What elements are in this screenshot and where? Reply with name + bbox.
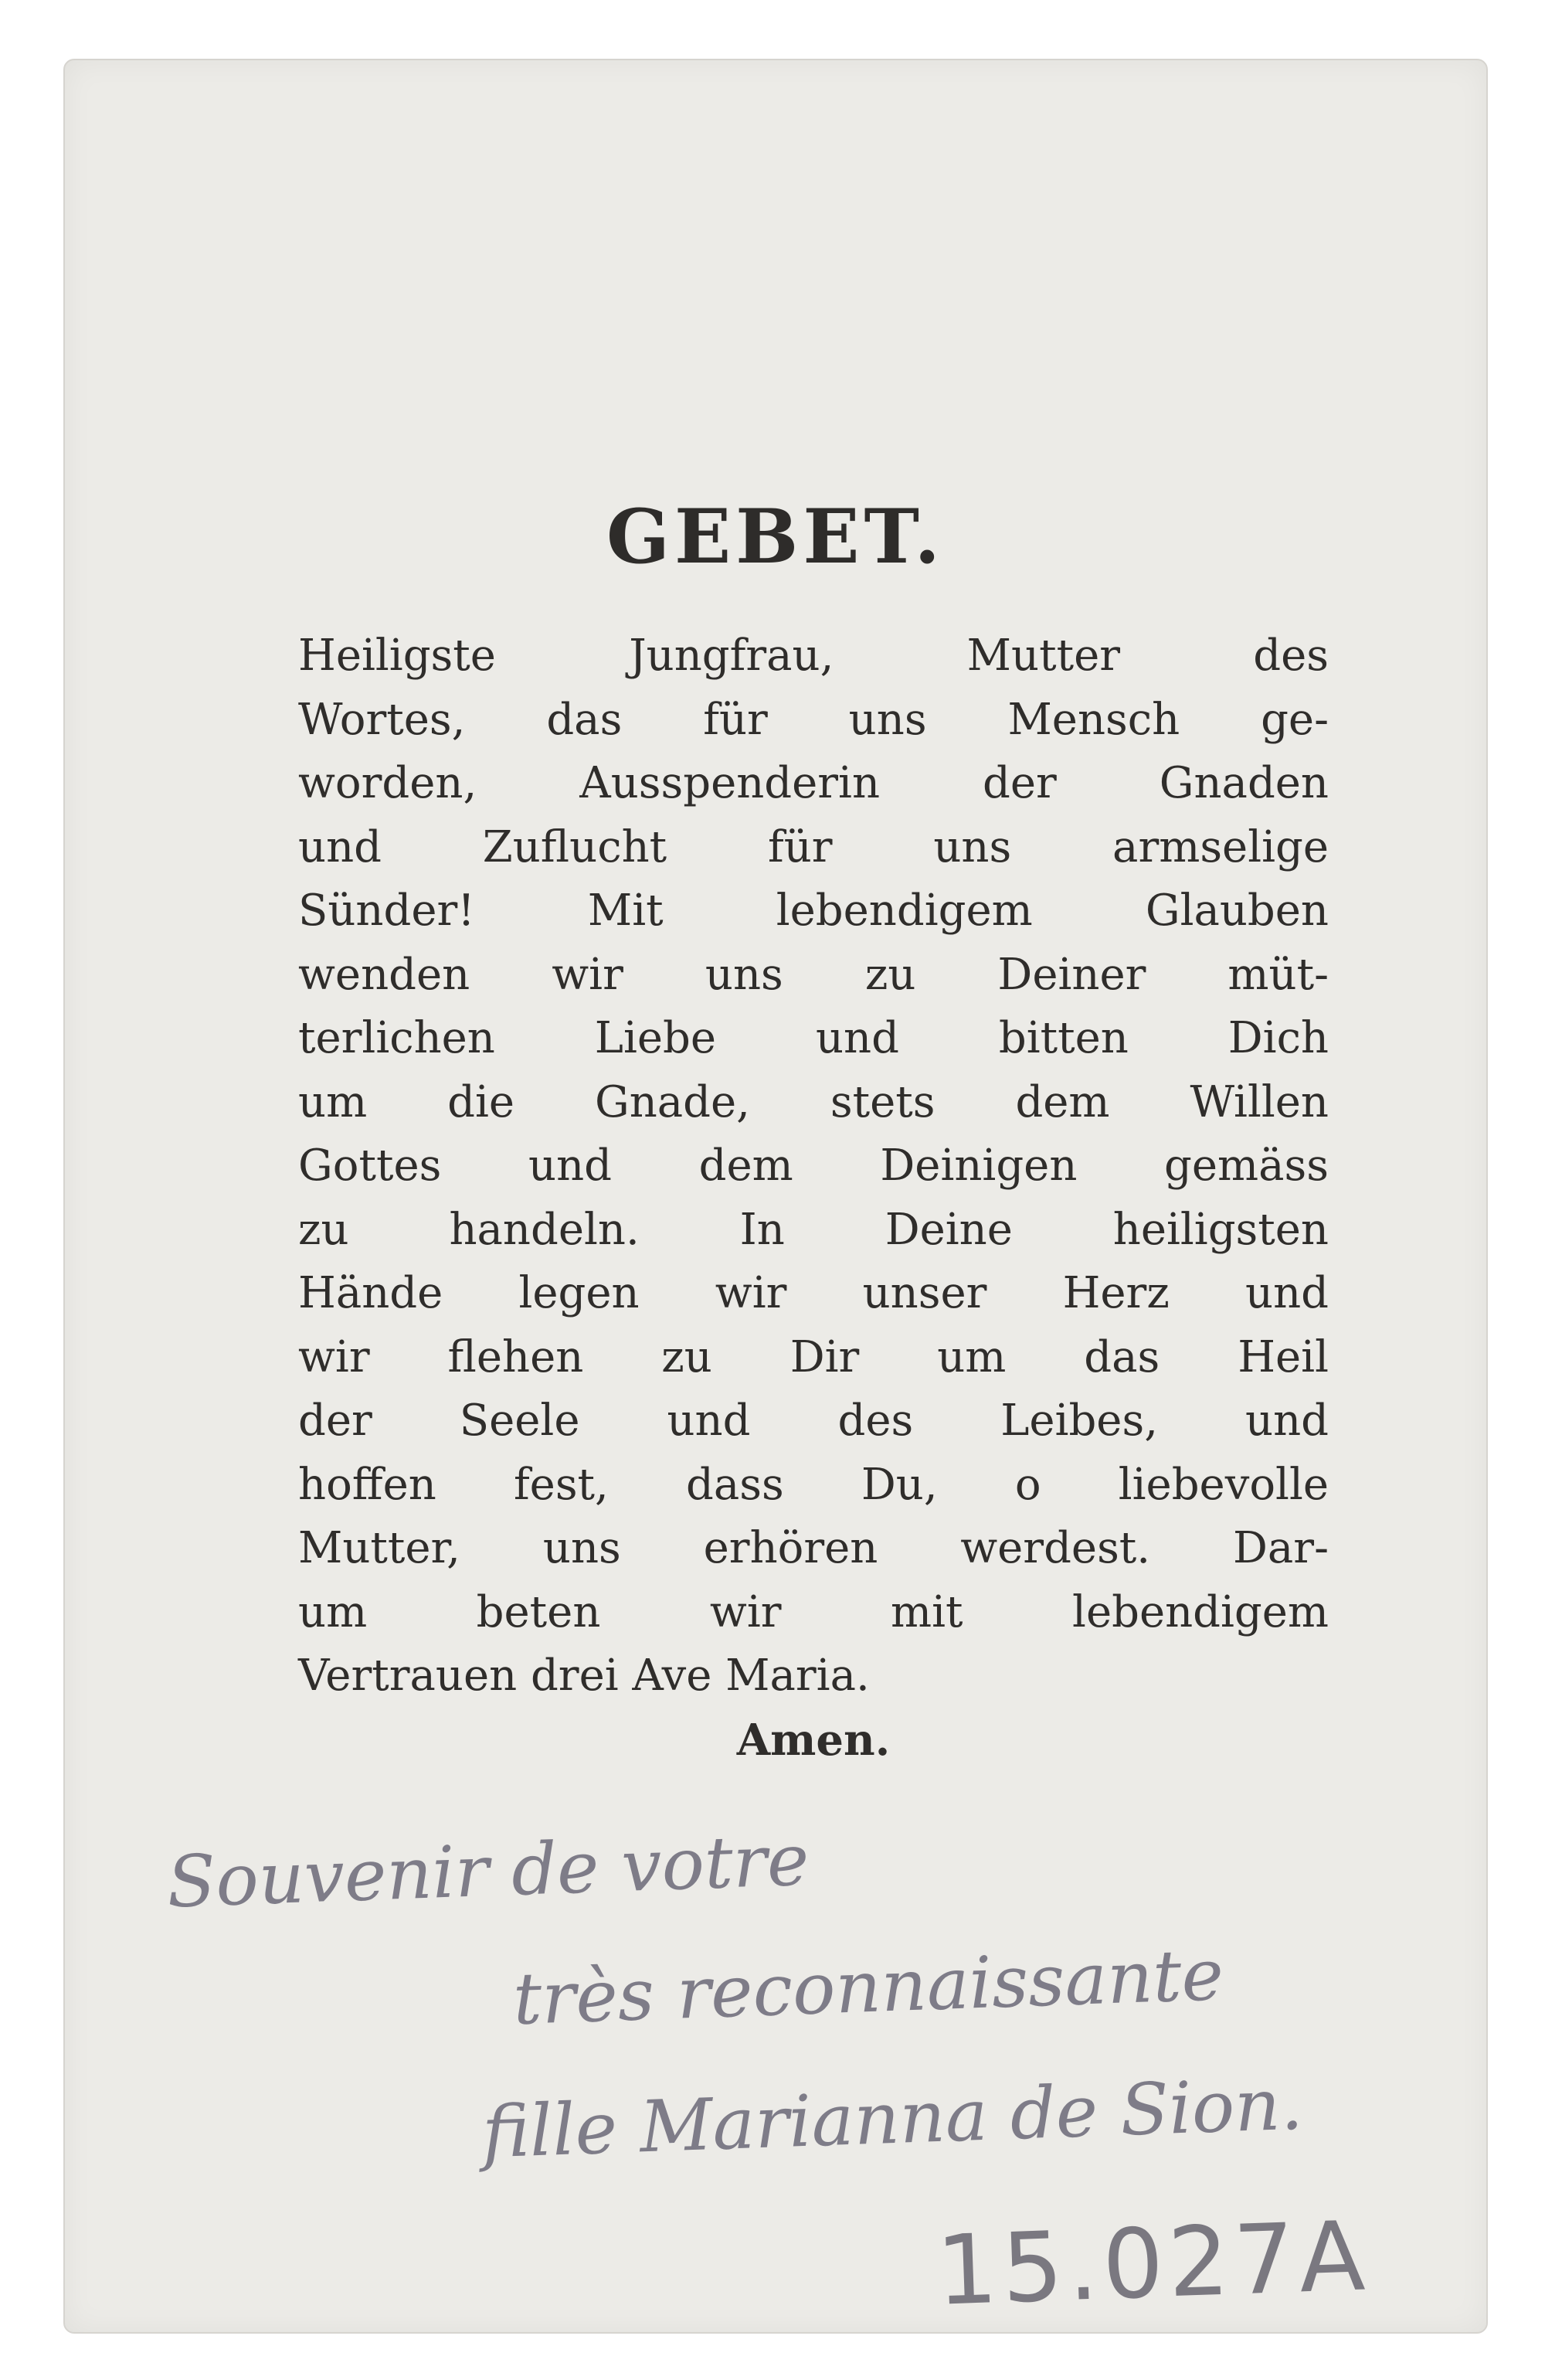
- prayer-text: [298, 624, 1329, 1772]
- prayer-line: der Seele und des Leibes, und: [298, 1396, 1329, 1446]
- prayer-line: Heiligste Jungfrau, Mutter des: [298, 631, 1329, 681]
- amen-line: Amen.: [736, 1714, 891, 1766]
- prayer-line: hoffen fest, dass Du, o liebevolle: [298, 1459, 1329, 1510]
- prayer-line: um beten wir mit lebendigem: [298, 1586, 1329, 1637]
- prayer-title: GEBET.: [606, 493, 945, 580]
- handwritten-dedication-line: Souvenir de votre: [165, 1818, 810, 1924]
- prayer-line: wenden wir uns zu Deiner müt-: [298, 949, 1329, 1000]
- prayer-line: wir flehen zu Dir um das Heil: [298, 1331, 1329, 1382]
- handwritten-dedication-line: fille Marianna de Sion.: [480, 2062, 1305, 2174]
- prayer-line: Hände legen wir unser Herz und: [298, 1268, 1329, 1318]
- catalog-number: 15.027A: [934, 2201, 1372, 2327]
- prayer-line: Sünder! Mit lebendigem Glauben: [298, 886, 1329, 936]
- prayer-line: zu handeln. In Deine heiligsten: [298, 1204, 1329, 1255]
- handwritten-dedication-line: très reconnaissante: [511, 1933, 1225, 2042]
- prayer-line: Gottes und dem Deinigen gemäss: [298, 1141, 1329, 1191]
- prayer-line: um die Gnade, stets dem Willen: [298, 1076, 1329, 1127]
- prayer-line: Wortes, das für uns Mensch ge-: [298, 694, 1329, 745]
- prayer-line: terlichen Liebe und bitten Dich: [298, 1013, 1329, 1063]
- prayer-line: und Zuflucht für uns armselige: [298, 821, 1329, 872]
- prayer-line: Mutter, uns erhören werdest. Dar-: [298, 1523, 1329, 1573]
- prayer-line: Vertrauen drei Ave Maria.: [298, 1651, 870, 1701]
- prayer-line: worden, Ausspenderin der Gnaden: [298, 758, 1329, 808]
- prayer-card: [63, 59, 1488, 2334]
